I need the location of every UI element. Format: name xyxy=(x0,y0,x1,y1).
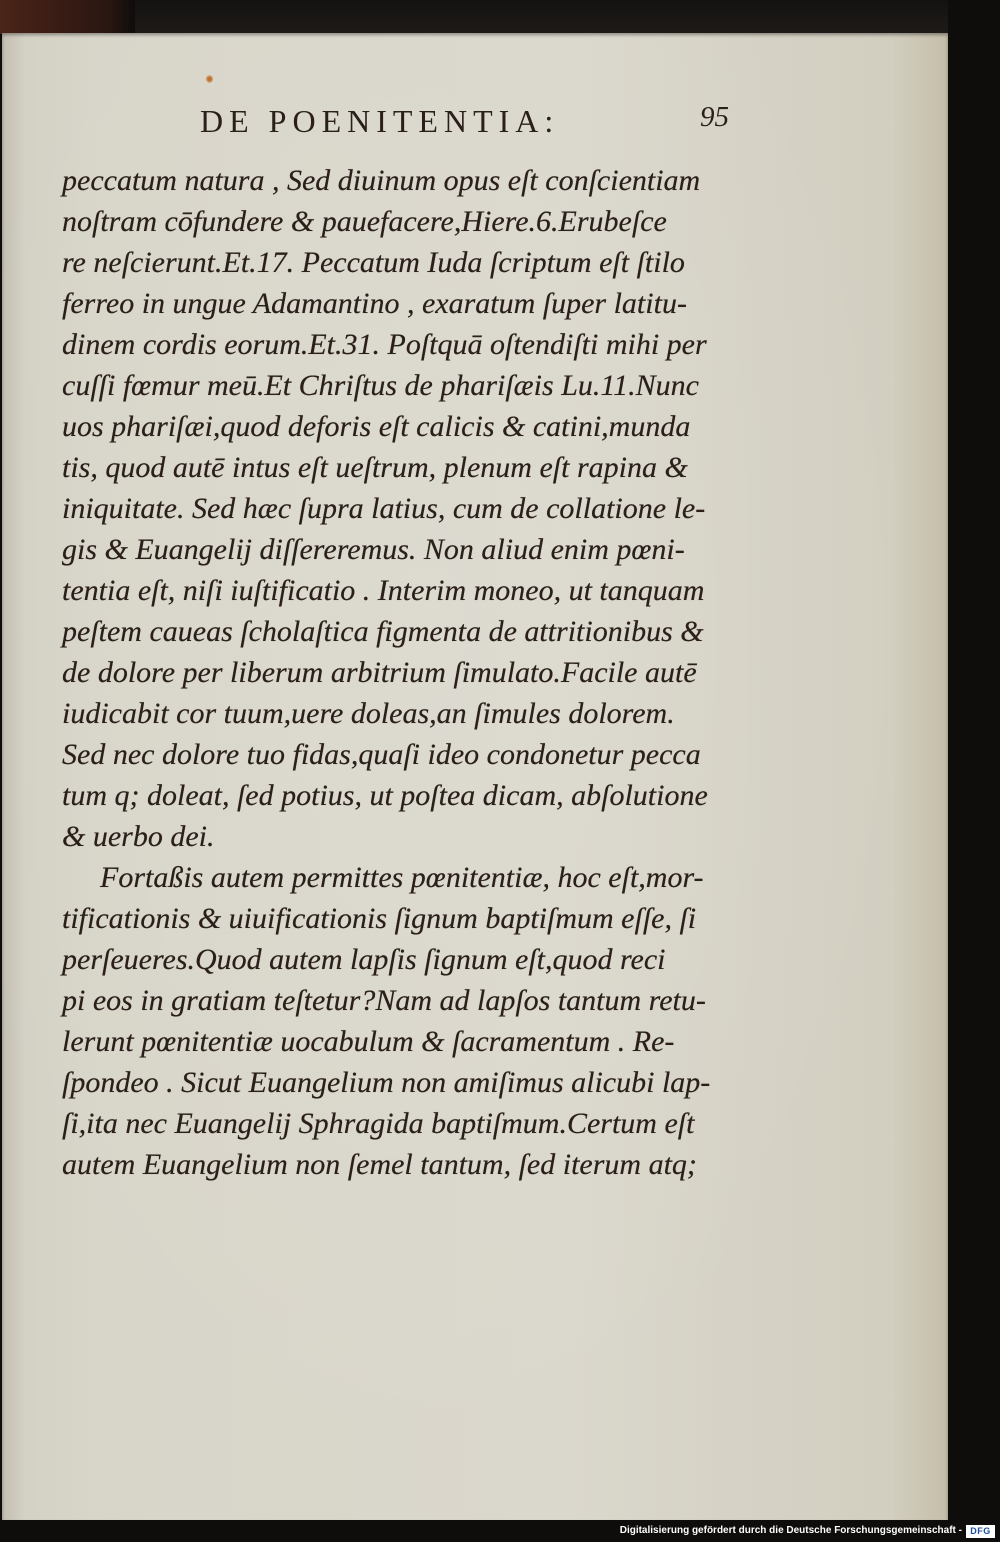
text-line: noſtram cōfundere & pauefacere,Hiere.6.Erubeſce xyxy=(62,205,667,238)
text-line: gis & Euangelij diſſereremus. Non aliud enim pœni- xyxy=(62,533,685,566)
paragraph xyxy=(62,857,762,1185)
text-line: peccatum natura , Sed diuinum opus eſt conſcientiam xyxy=(62,164,701,197)
running-head: DE POENITENTIA: xyxy=(200,103,560,139)
text-line: peſtem caueas ſcholaſtica figmenta de attritionibus & xyxy=(62,615,704,648)
text-line: tentia eſt, niſi iuſtificatio . Interim moneo, ut tanquam xyxy=(62,574,705,607)
scan-top-edge xyxy=(135,0,948,33)
text-line: iniquitate. Sed hæc ſupra latius, cum de collatione le- xyxy=(62,492,706,525)
dfg-logo: DFG xyxy=(966,1525,995,1538)
book-binding-edge xyxy=(0,0,135,34)
text-line: Fortaßis autem permittes pœnitentiæ, hoc eſt,mor- xyxy=(100,861,704,894)
text-line: ſpondeo . Sicut Euangelium non amiſimus alicubi lap- xyxy=(62,1066,711,1099)
text-line: tum q; doleat, ſed potius, ut poſtea dicam, abſolutione xyxy=(62,779,708,812)
book-page xyxy=(2,33,948,1520)
text-line: dinem cordis eorum.Et.31. Poſtquā oſtendiſti mihi per xyxy=(62,328,707,361)
text-line: cuſſi fœmur meū.Et Chriſtus de phariſæis Lu.11.Nunc xyxy=(62,369,699,402)
ink-stain xyxy=(206,75,213,83)
text-line: & uerbo dei. xyxy=(62,820,215,853)
text-line: iudicabit cor tuum,uere doleas,an ſimules dolorem. xyxy=(62,697,675,730)
text-line: tificationis & uiuificationis ſignum baptiſmum eſſe, ſi xyxy=(62,902,697,935)
text-line: ferreo in ungue Adamantino , exaratum ſuper latitu- xyxy=(62,287,687,320)
text-line: pi eos in gratiam teſtetur?Nam ad lapſos tantum retu- xyxy=(62,984,706,1017)
text-line: autem Euangelium non ſemel tantum, ſed iterum atq; xyxy=(62,1148,697,1181)
text-line: ſi,ita nec Euangelij Sphragida baptiſmum.Certum eſt xyxy=(62,1107,695,1140)
text-line: re neſcierunt.Et.17. Peccatum Iuda ſcriptum eſt ſtilo xyxy=(62,246,685,279)
text-line: lerunt pœnitentiæ uocabulum & ſacramentum . Re- xyxy=(62,1025,675,1058)
text-line: tis, quod autē intus eſt ueſtrum, plenum eſt rapina & xyxy=(62,451,688,484)
body-text xyxy=(62,160,762,1185)
text-line: uos phariſæi,quod deforis eſt calicis & catini,munda xyxy=(62,410,691,443)
text-line: de dolore per liberum arbitrium ſimulato.Facile autē xyxy=(62,656,697,689)
paragraph xyxy=(62,160,762,857)
text-line: perſeueres.Quod autem lapſis ſignum eſt,quod reci xyxy=(62,943,666,976)
digitization-credit: Digitalisierung gefördert durch die Deutsche Forschungsgemeinschaft - xyxy=(619,1525,962,1536)
text-line: Sed nec dolore tuo fidas,quaſi ideo condonetur pecca xyxy=(62,738,701,771)
page-number: 95 xyxy=(700,101,729,133)
